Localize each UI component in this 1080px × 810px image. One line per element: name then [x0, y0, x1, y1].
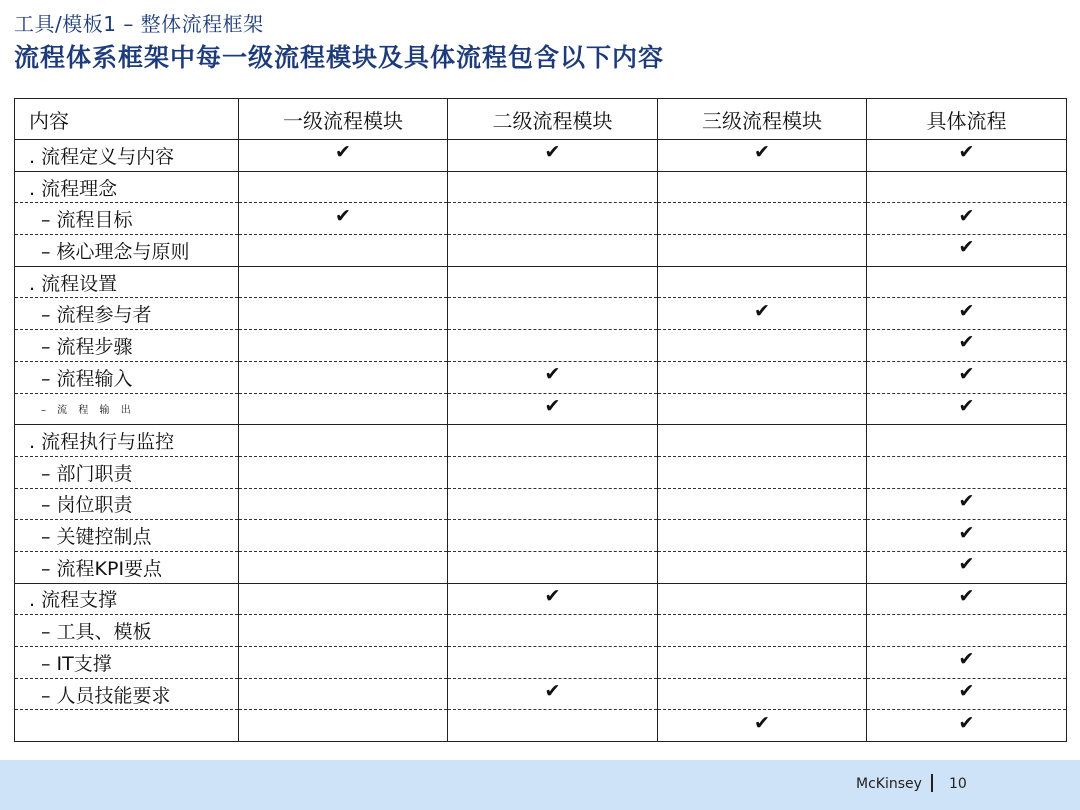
- table-row: [15, 393, 1067, 425]
- table-row: [15, 615, 1067, 647]
- check-cell: [658, 266, 867, 298]
- checkmark-icon: ✔: [544, 394, 561, 417]
- check-cell: [448, 361, 658, 393]
- check-cell: [658, 583, 867, 615]
- check-cell: [658, 615, 867, 647]
- check-cell: [239, 393, 448, 425]
- check-cell: [448, 330, 658, 362]
- check-cell: [867, 615, 1067, 647]
- row-label: . 流程理念: [15, 171, 239, 203]
- check-cell: [867, 361, 1067, 393]
- check-cell: [448, 456, 658, 488]
- check-cell: [867, 298, 1067, 330]
- check-cell: [658, 551, 867, 583]
- footer-bar: [0, 760, 1080, 810]
- column-header-content: 内容: [15, 99, 239, 140]
- check-cell: [867, 551, 1067, 583]
- table-row: [15, 488, 1067, 520]
- check-cell: [658, 488, 867, 520]
- check-cell: [867, 266, 1067, 298]
- check-cell: [239, 520, 448, 552]
- check-cell: [448, 203, 658, 235]
- checkmark-icon: ✔: [958, 204, 975, 227]
- check-cell: [448, 266, 658, 298]
- row-label: . 流程支撑: [15, 583, 239, 615]
- checkmark-icon: ✔: [754, 711, 770, 734]
- check-cell: [448, 298, 658, 330]
- table-row: [15, 171, 1067, 203]
- table-row: [15, 361, 1067, 393]
- check-cell: [658, 235, 867, 267]
- check-cell: [448, 393, 658, 425]
- page-number: 10: [949, 776, 967, 792]
- checkmark-icon: ✔: [958, 680, 975, 703]
- checkmark-icon: ✔: [958, 553, 975, 576]
- check-cell: [448, 710, 658, 742]
- checkmark-icon: ✔: [544, 680, 561, 703]
- check-cell: [867, 647, 1067, 679]
- checkmark-icon: ✔: [958, 489, 975, 512]
- checkmark-icon: ✔: [958, 648, 975, 671]
- checkmark-icon: ✔: [958, 363, 975, 386]
- check-cell: [658, 456, 867, 488]
- check-cell: [658, 330, 867, 362]
- row-label: – 核心理念与原则: [15, 235, 239, 267]
- check-cell: [658, 298, 867, 330]
- check-cell: [239, 330, 448, 362]
- checkmark-icon: ✔: [335, 141, 351, 164]
- table-row: [15, 266, 1067, 298]
- checkmark-icon: ✔: [958, 584, 975, 607]
- row-label: . 流程执行与监控: [15, 425, 239, 457]
- checkmark-icon: ✔: [958, 141, 975, 164]
- check-cell: [658, 171, 867, 203]
- check-cell: [658, 678, 867, 710]
- check-cell: [448, 488, 658, 520]
- check-cell: [867, 235, 1067, 267]
- checkmark-icon: ✔: [958, 331, 975, 354]
- check-cell: [239, 678, 448, 710]
- table-header-row: [15, 99, 1067, 140]
- check-cell: [867, 520, 1067, 552]
- table-row: [15, 140, 1067, 172]
- table-row: [15, 647, 1067, 679]
- page-title: 流程体系框架中每一级流程模块及具体流程包含以下内容: [14, 43, 665, 72]
- check-cell: [448, 235, 658, 267]
- row-label: [15, 710, 239, 742]
- check-cell: [239, 140, 448, 172]
- check-cell: [867, 456, 1067, 488]
- check-cell: [448, 520, 658, 552]
- row-label: – 关键控制点: [15, 520, 239, 552]
- row-label: – 流 程 输 出: [15, 393, 239, 425]
- checkmark-icon: ✔: [544, 584, 561, 607]
- check-cell: [658, 710, 867, 742]
- row-label: . 流程定义与内容: [15, 140, 239, 172]
- check-cell: [867, 583, 1067, 615]
- check-cell: [867, 678, 1067, 710]
- checkmark-icon: ✔: [754, 299, 770, 322]
- check-cell: [239, 615, 448, 647]
- table-row: [15, 710, 1067, 742]
- column-header-level2: 二级流程模块: [448, 99, 658, 140]
- checkmark-icon: ✔: [958, 521, 975, 544]
- check-cell: [448, 551, 658, 583]
- check-cell: [867, 710, 1067, 742]
- check-cell: [867, 393, 1067, 425]
- check-cell: [867, 425, 1067, 457]
- footer-divider: [931, 774, 933, 792]
- checkmark-icon: ✔: [958, 711, 975, 734]
- row-label: – 流程步骤: [15, 330, 239, 362]
- check-cell: [867, 488, 1067, 520]
- row-label: – 部门职责: [15, 456, 239, 488]
- row-label: – 岗位职责: [15, 488, 239, 520]
- row-label: – 流程KPI要点: [15, 551, 239, 583]
- check-cell: [658, 393, 867, 425]
- check-cell: [867, 203, 1067, 235]
- section-subtitle: 工具/模板1 – 整体流程框架: [14, 12, 264, 36]
- check-cell: [239, 298, 448, 330]
- check-cell: [239, 488, 448, 520]
- check-cell: [239, 266, 448, 298]
- checkmark-icon: ✔: [544, 363, 561, 386]
- check-cell: [658, 361, 867, 393]
- check-cell: [239, 551, 448, 583]
- check-cell: [448, 425, 658, 457]
- check-cell: [867, 140, 1067, 172]
- process-framework-table: [14, 98, 1067, 742]
- check-cell: [658, 425, 867, 457]
- check-cell: [658, 203, 867, 235]
- table-body: [15, 140, 1067, 742]
- check-cell: [658, 140, 867, 172]
- checkmark-icon: ✔: [958, 394, 975, 417]
- check-cell: [239, 203, 448, 235]
- check-cell: [658, 647, 867, 679]
- table-row: [15, 425, 1067, 457]
- check-cell: [867, 171, 1067, 203]
- column-header-level3: 三级流程模块: [658, 99, 867, 140]
- check-cell: [448, 171, 658, 203]
- table-row: [15, 235, 1067, 267]
- check-cell: [448, 678, 658, 710]
- row-label: – 工具、模板: [15, 615, 239, 647]
- table-row: [15, 520, 1067, 552]
- brand-name: McKinsey: [856, 776, 922, 792]
- row-label: . 流程设置: [15, 266, 239, 298]
- row-label: – 人员技能要求: [15, 678, 239, 710]
- check-cell: [867, 330, 1067, 362]
- check-cell: [448, 647, 658, 679]
- check-cell: [239, 361, 448, 393]
- checkmark-icon: ✔: [958, 236, 975, 259]
- check-cell: [448, 140, 658, 172]
- row-label: – IT支撑: [15, 647, 239, 679]
- check-cell: [239, 647, 448, 679]
- table-row: [15, 298, 1067, 330]
- check-cell: [239, 171, 448, 203]
- checkmark-icon: ✔: [754, 141, 770, 164]
- checkmark-icon: ✔: [544, 141, 561, 164]
- row-label: – 流程目标: [15, 203, 239, 235]
- row-label: – 流程参与者: [15, 298, 239, 330]
- check-cell: [239, 710, 448, 742]
- check-cell: [448, 615, 658, 647]
- table-row: [15, 551, 1067, 583]
- checkmark-icon: ✔: [335, 204, 351, 227]
- table-row: [15, 583, 1067, 615]
- check-cell: [239, 235, 448, 267]
- check-cell: [239, 456, 448, 488]
- check-cell: [448, 583, 658, 615]
- checkmark-icon: ✔: [958, 299, 975, 322]
- table-row: [15, 203, 1067, 235]
- table-row: [15, 456, 1067, 488]
- check-cell: [658, 520, 867, 552]
- check-cell: [239, 583, 448, 615]
- table-row: [15, 678, 1067, 710]
- check-cell: [239, 425, 448, 457]
- table-row: [15, 330, 1067, 362]
- row-label: – 流程输入: [15, 361, 239, 393]
- column-header-specific: 具体流程: [867, 99, 1067, 140]
- column-header-level1: 一级流程模块: [239, 99, 448, 140]
